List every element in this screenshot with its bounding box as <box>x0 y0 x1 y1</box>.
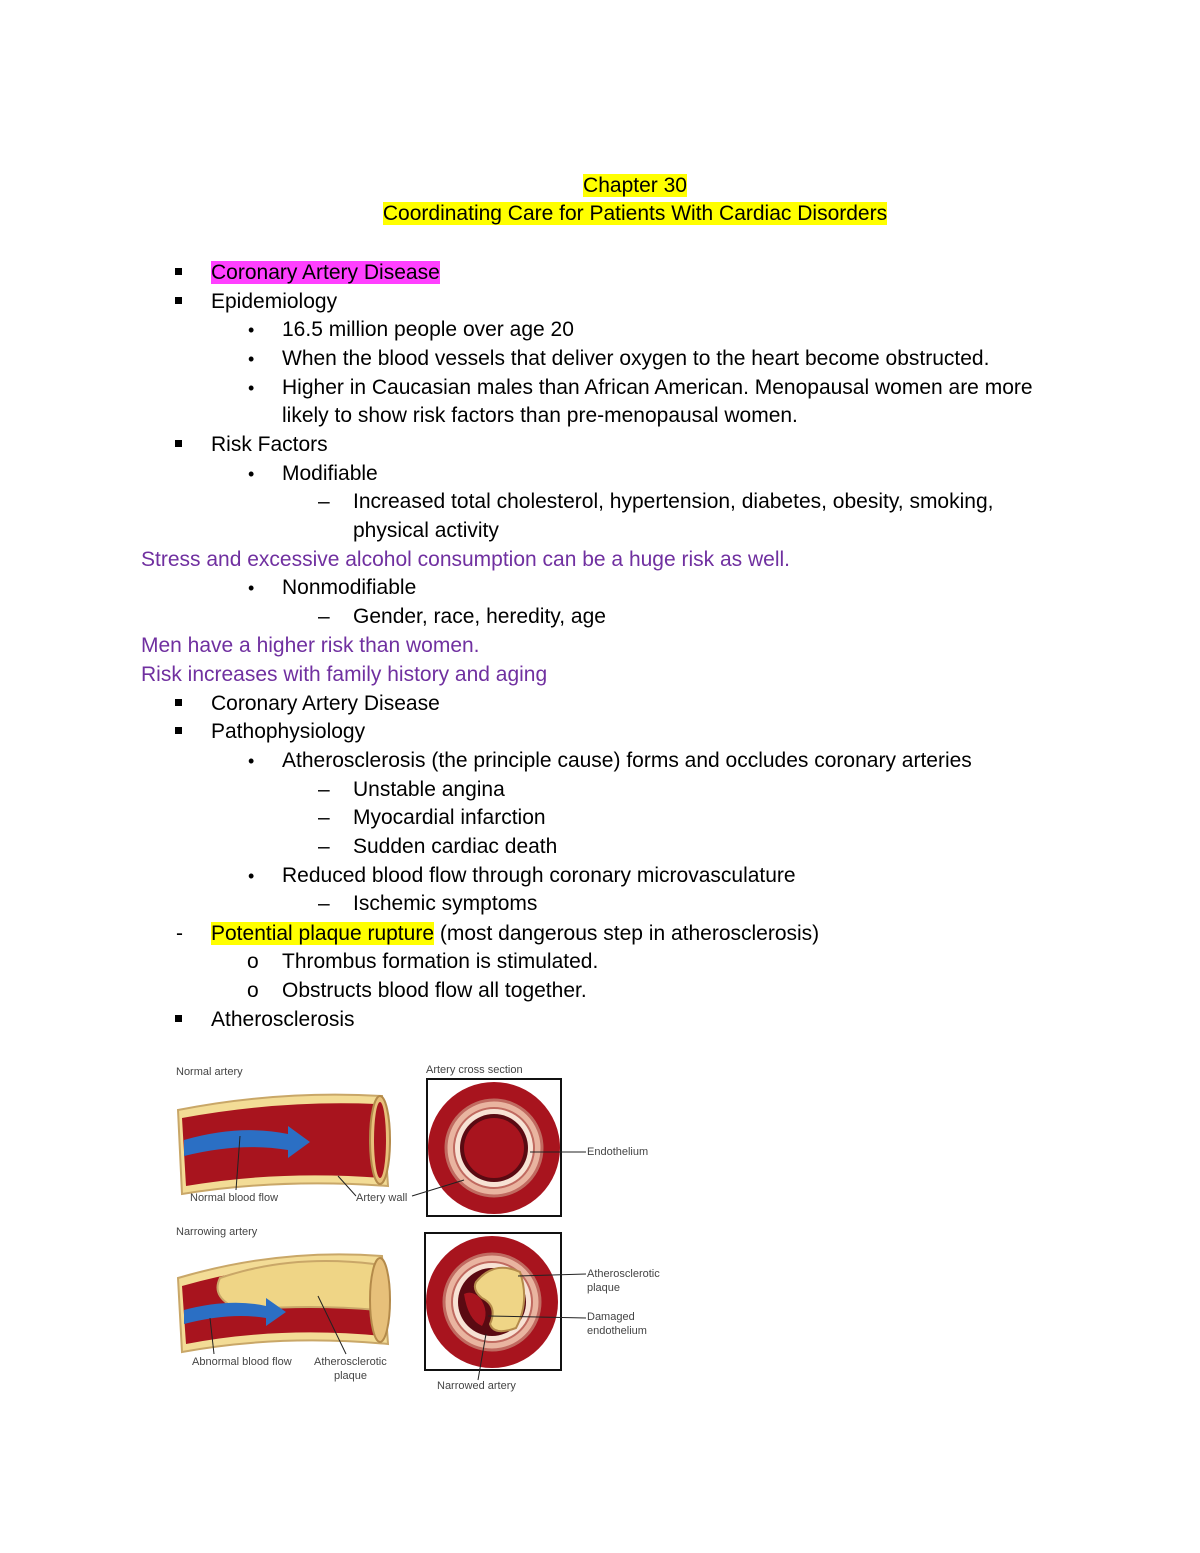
label-artery-wall: Artery wall <box>356 1192 408 1204</box>
label-plaque-2: plaque <box>334 1370 368 1382</box>
leader-line <box>210 1318 214 1354</box>
list-item-continued: likely to show risk factors than pre-menopausal women. <box>282 404 798 427</box>
chapter-title: Coordinating Care for Patients With Cardiac Disorders <box>382 202 888 225</box>
list-item: Ischemic symptoms <box>353 892 538 915</box>
heading-cad: Coronary Artery Disease <box>211 261 440 284</box>
dash-bullet-icon: – <box>318 778 330 801</box>
note-men: Men have a higher risk than women. <box>141 634 480 657</box>
list-item: Increased total cholesterol, hypertension, diabetes, obesity, smoking, <box>353 490 994 513</box>
heading-cad-2: Coronary Artery Disease <box>211 692 440 715</box>
label-normal-blood-flow: Normal blood flow <box>190 1192 279 1204</box>
dot-bullet-icon: • <box>248 464 255 484</box>
list-item: When the blood vessels that deliver oxygen to the heart become obstructed. <box>282 347 990 370</box>
list-item: Modifiable <box>282 462 378 485</box>
dash-bullet-icon: – <box>318 806 330 829</box>
label-normal-artery: Normal artery <box>176 1066 243 1078</box>
circle-bullet-icon: o <box>247 979 259 1002</box>
plaque-rupture-note: (most dangerous step in atherosclerosis) <box>434 922 820 945</box>
dot-bullet-icon: • <box>248 751 255 771</box>
dot-bullet-icon: • <box>248 320 255 340</box>
dash-bullet-icon: - <box>176 922 183 945</box>
list-item: 16.5 million people over age 20 <box>282 318 574 341</box>
list-item: Thrombus formation is stimulated. <box>282 950 599 973</box>
list-item: Sudden cardiac death <box>353 835 558 858</box>
list-item: Nonmodifiable <box>282 576 417 599</box>
note-family: Risk increases with family history and aging <box>141 663 548 686</box>
note-stress: Stress and excessive alcohol consumption can be a huge risk as well. <box>141 548 791 571</box>
heading-risk-factors: Risk Factors <box>211 433 328 456</box>
label-damaged-2: endothelium <box>587 1325 647 1337</box>
circle-bullet-icon: o <box>247 950 259 973</box>
dot-bullet-icon: • <box>248 349 255 369</box>
label-narrowed-artery: Narrowed artery <box>437 1380 516 1392</box>
leader-line <box>318 1296 346 1354</box>
dot-bullet-icon: • <box>248 578 255 598</box>
label-cross-section: Artery cross section <box>426 1064 523 1076</box>
dot-bullet-icon: • <box>248 866 255 886</box>
label-plaque-1: Atherosclerotic <box>314 1356 387 1368</box>
leader-line <box>412 1180 464 1196</box>
heading-epidemiology: Epidemiology <box>211 290 338 313</box>
dash-bullet-icon: – <box>318 490 330 513</box>
list-item: Reduced blood flow through coronary microvasculature <box>282 864 796 887</box>
chapter-number: Chapter 30 <box>583 174 687 197</box>
heading-pathophysiology: Pathophysiology <box>211 720 366 743</box>
plaque-rupture-highlight: Potential plaque rupture <box>211 922 434 945</box>
dot-bullet-icon: • <box>248 378 255 398</box>
dash-bullet-icon: – <box>318 892 330 915</box>
label-damaged-1: Damaged <box>587 1311 635 1323</box>
list-item: Atherosclerosis (the principle cause) forms and occludes coronary arteries <box>282 749 972 772</box>
list-item: Unstable angina <box>353 778 505 801</box>
leader-line <box>236 1136 240 1190</box>
heading-atherosclerosis: Atherosclerosis <box>211 1008 355 1031</box>
leader-line <box>338 1176 356 1196</box>
dash-bullet-icon: – <box>318 605 330 628</box>
leader-line <box>518 1274 586 1276</box>
leader-line <box>488 1316 586 1318</box>
list-item: Myocardial infarction <box>353 806 546 829</box>
list-item: Obstructs blood flow all together. <box>282 979 587 1002</box>
list-item: Higher in Caucasian males than African American. Menopausal women are more <box>282 376 1033 399</box>
list-item: Gender, race, heredity, age <box>353 605 606 628</box>
dash-bullet-icon: – <box>318 835 330 858</box>
list-item-continued: physical activity <box>353 519 499 542</box>
leader-line <box>478 1334 486 1380</box>
label-endothelium: Endothelium <box>587 1146 649 1158</box>
label-abnormal-blood-flow: Abnormal blood flow <box>192 1356 292 1368</box>
label-narrowing-artery: Narrowing artery <box>176 1226 258 1238</box>
label-plaque-right-2: plaque <box>587 1282 621 1294</box>
label-plaque-right-1: Atherosclerotic <box>587 1268 660 1280</box>
